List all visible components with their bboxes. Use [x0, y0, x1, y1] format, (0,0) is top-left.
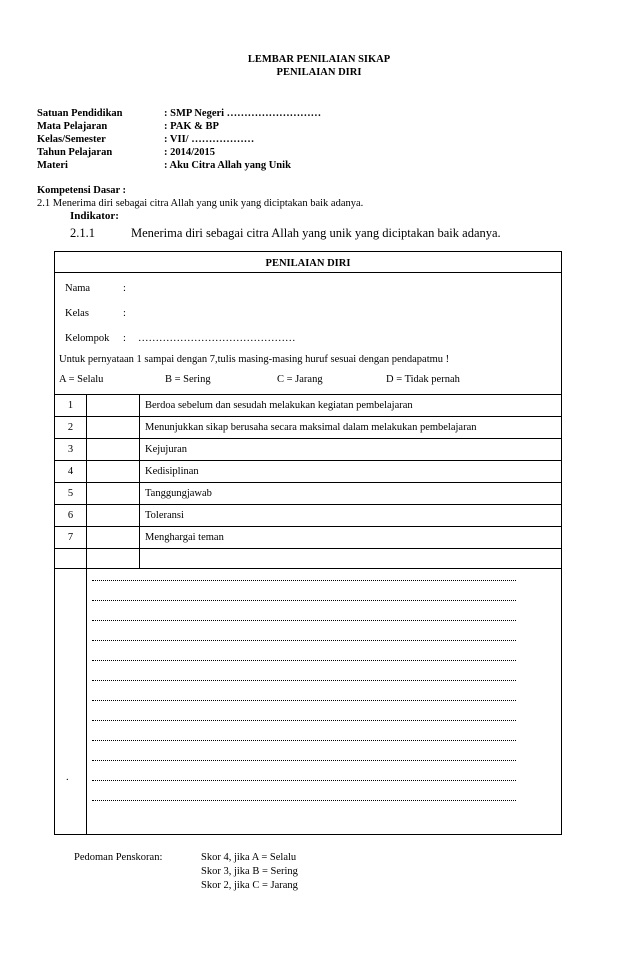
legend-a: A = Selalu	[59, 374, 104, 385]
kompetensi-dasar: 2.1 Menerima diri sebagai citra Allah yang unik yang diciptakan baik adanya.	[37, 198, 364, 209]
kelas-colon: :	[123, 308, 126, 319]
dotted-line	[92, 780, 516, 781]
instruction-text: Untuk pernyataan 1 sampai dengan 7,tulis masing-masing huruf sesuai dengan pendapatmu !	[59, 354, 450, 365]
row-statement: Berdoa sebelum dan sesudah melakukan kegiatan pembelajaran	[145, 400, 413, 411]
row-statement: Toleransi	[145, 510, 184, 521]
legend-c: C = Jarang	[277, 374, 323, 385]
row-number: 6	[67, 510, 74, 521]
answer-cell-4[interactable]	[88, 462, 138, 481]
row-number: 5	[67, 488, 74, 499]
row-number: 7	[67, 532, 74, 543]
row-statement: Tanggungjawab	[145, 488, 212, 499]
row-line	[54, 548, 562, 549]
row-line	[54, 568, 562, 569]
notes-bullet: .	[66, 772, 69, 783]
answer-cell-1[interactable]	[88, 396, 138, 415]
kelompok-field[interactable]: ………………………………………	[138, 333, 296, 344]
form-title: PENILAIAN DIRI	[265, 258, 351, 269]
info-value-mapel: : PAK & BP	[164, 121, 219, 132]
dotted-line	[92, 620, 516, 621]
kelas-label: Kelas	[65, 308, 89, 319]
row-number: 3	[67, 444, 74, 455]
pedoman-line-1: Skor 4, jika A = Selalu	[201, 852, 297, 863]
answer-cell-6[interactable]	[88, 506, 138, 525]
dotted-line	[92, 760, 516, 761]
row-statement: Kejujuran	[145, 444, 187, 455]
row-number: 1	[67, 400, 74, 411]
dotted-line	[92, 660, 516, 661]
info-label-tahun: Tahun Pelajaran	[37, 147, 113, 158]
dotted-line	[92, 720, 516, 721]
info-value-kelas: : VII/ ………………	[164, 134, 255, 145]
pedoman-line-3: Skor 2, jika C = Jarang	[201, 880, 298, 891]
row-statement: Menunjukkan sikap berusaha secara maksimal dalam melakukan pembelajaran	[145, 422, 477, 433]
row-line	[54, 504, 562, 505]
row-line	[54, 482, 562, 483]
answer-cell-5[interactable]	[88, 484, 138, 503]
answer-cell-2[interactable]	[88, 418, 138, 437]
dotted-line	[92, 580, 516, 581]
kelas-field[interactable]	[135, 304, 435, 320]
info-value-satuan: : SMP Negeri ………………………	[164, 108, 322, 119]
pedoman-label: Pedoman Penskoran:	[74, 852, 163, 863]
dotted-line	[92, 640, 516, 641]
doc-subtitle: PENILAIAN DIRI	[276, 67, 362, 78]
form-title-divider	[54, 272, 562, 273]
pedoman-line-2: Skor 3, jika B = Sering	[201, 866, 298, 877]
info-value-materi: : Aku Citra Allah yang Unik	[164, 160, 291, 171]
info-value-tahun: : 2014/2015	[164, 147, 216, 158]
info-label-satuan: Satuan Pendidikan	[37, 108, 123, 119]
nama-field[interactable]	[135, 279, 435, 295]
row-line	[54, 460, 562, 461]
kelompok-colon: :	[123, 333, 126, 344]
row-number: 4	[67, 466, 74, 477]
answer-cell-3[interactable]	[88, 440, 138, 459]
legend-b: B = Sering	[165, 374, 211, 385]
info-label-mapel: Mata Pelajaran	[37, 121, 108, 132]
indikator-heading: Indikator:	[70, 210, 119, 222]
legend-d: D = Tidak pernah	[386, 374, 460, 385]
doc-title: LEMBAR PENILAIAN SIKAP	[247, 54, 391, 65]
dotted-line	[92, 800, 516, 801]
indikator-number: 2.1.1	[70, 226, 95, 240]
answer-cell-7[interactable]	[88, 528, 138, 547]
dotted-line	[92, 740, 516, 741]
row-number: 2	[67, 422, 74, 433]
dotted-line	[92, 600, 516, 601]
col-line	[86, 394, 87, 835]
info-label-kelas: Kelas/Semester	[37, 134, 106, 145]
dotted-line	[92, 700, 516, 701]
indikator-text: Menerima diri sebagai citra Allah yang unik yang diciptakan baik adanya.	[131, 226, 501, 240]
col-line	[139, 394, 140, 568]
row-line	[54, 394, 562, 395]
dotted-line	[92, 680, 516, 681]
info-label-materi: Materi	[37, 160, 68, 171]
kompetensi-heading: Kompetensi Dasar :	[37, 185, 127, 196]
row-statement: Menghargai teman	[145, 532, 224, 543]
kelompok-label: Kelompok	[65, 333, 110, 344]
row-line	[54, 438, 562, 439]
nama-colon: :	[123, 283, 126, 294]
row-line	[54, 416, 562, 417]
row-line	[54, 526, 562, 527]
nama-label: Nama	[65, 283, 91, 294]
row-statement: Kedisiplinan	[145, 466, 199, 477]
